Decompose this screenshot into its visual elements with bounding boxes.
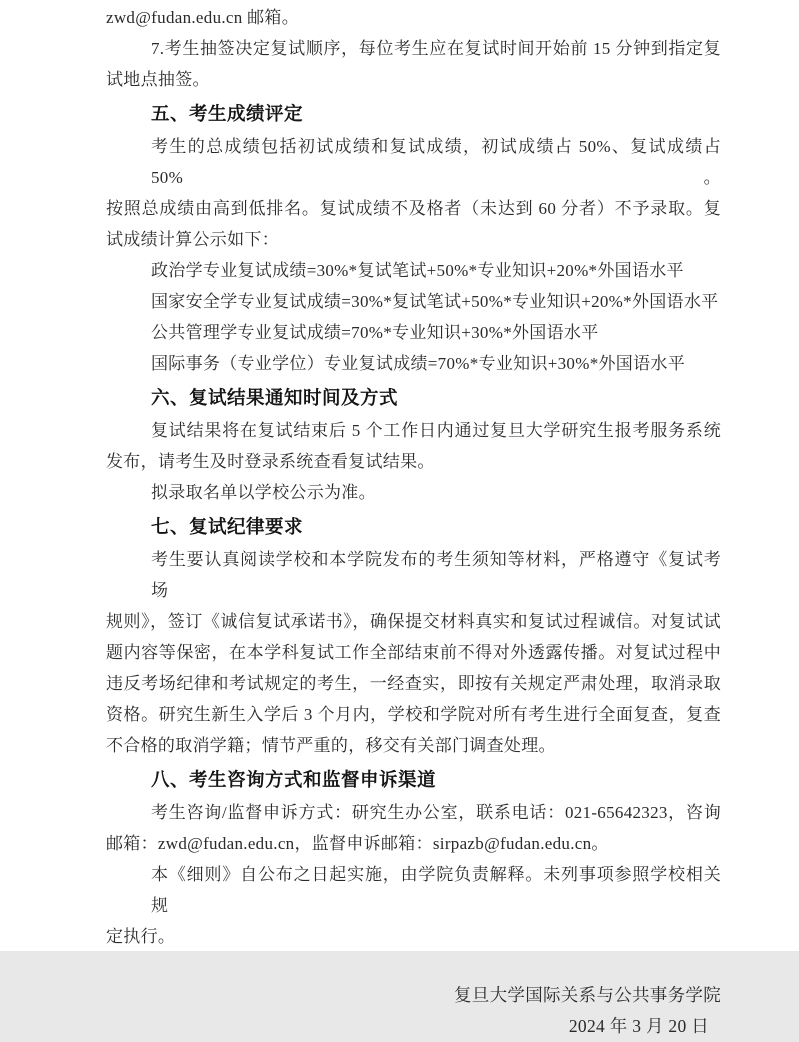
- signature-institution: 复旦大学国际关系与公共事务学院: [454, 985, 721, 1005]
- line-discipline-2: 规则》，签订《诚信复试承诺书》，确保提交材料真实和复试过程诚信。对复试试: [106, 612, 721, 631]
- line-discipline-3: 题内容等保密，在本学科复试工作全部结束前不得对外透露传播。对复试过程中: [106, 643, 721, 662]
- line-result-release-system: 复试结果将在复试结束后 5 个工作日内通过复旦大学研究生报考服务系统: [151, 421, 721, 440]
- line-implementation-rule: 本《细则》自公布之日起实施，由学院负责解释。未列事项参照学校相关规: [151, 865, 721, 915]
- line-formula-intro: 试成绩计算公示如下：: [106, 230, 279, 249]
- signature-date: 2024 年 3 月 20 日: [568, 1016, 709, 1036]
- line-discipline-4: 违反考场纪律和考试规定的考生，一经查实，即按有关规定严肃处理，取消录取: [106, 674, 721, 693]
- formula-national-security: 国家安全学专业复试成绩=30%*复试笔试+50%*专业知识+20%*外国语水平: [151, 292, 719, 311]
- document-content: [0, 2, 799, 952]
- heading-section-7-discipline: 七、复试纪律要求: [151, 516, 304, 537]
- line-implementation-rule-cont: 定执行。: [106, 927, 176, 946]
- line-discipline-6: 不合格的取消学籍；情节严重的，移交有关部门调查处理。: [106, 736, 556, 755]
- line-result-release-cont: 发布，请考生及时登录系统查看复试结果。: [106, 452, 435, 471]
- heading-section-5-score-evaluation: 五、考生成绩评定: [151, 103, 304, 124]
- heading-section-6-result-notification: 六、复试结果通知时间及方式: [151, 387, 399, 408]
- line-item7-draw-order: 7.考生抽签决定复试顺序，每位考生应在复试时间开始前 15 分钟到指定复: [151, 39, 721, 58]
- line-discipline-5: 资格。研究生新生入学后 3 个月内，学校和学院对所有考生进行全面复查，复查: [106, 705, 721, 724]
- signature-block: [0, 980, 799, 1042]
- line-consultation-emails: 邮箱：zwd@fudan.edu.cn，监督申诉邮箱：sirpazb@fudan.edu.cn。: [106, 834, 609, 853]
- line-admission-list-notice: 拟录取名单以学校公示为准。: [151, 483, 376, 502]
- line-item7-draw-order-cont: 试地点抽签。: [106, 70, 210, 89]
- line-discipline-1: 考生要认真阅读学校和本学院发布的考生须知等材料，严格遵守《复试考场: [151, 550, 721, 600]
- line-email-continuation: zwd@fudan.edu.cn 邮箱。: [106, 8, 300, 27]
- line-consultation-contact: 考生咨询/监督申诉方式：研究生办公室，联系电话：021-65642323，咨询: [151, 803, 721, 822]
- heading-section-8-consultation: 八、考生咨询方式和监督申诉渠道: [151, 769, 437, 790]
- formula-international-affairs: 国际事务（专业学位）专业复试成绩=70%*专业知识+30%*外国语水平: [151, 354, 685, 373]
- line-total-score-weights: 考生的总成绩包括初试成绩和复试成绩，初试成绩占 50%、复试成绩占 50%。: [151, 137, 721, 187]
- formula-political-science: 政治学专业复试成绩=30%*复试笔试+50%*专业知识+20%*外国语水平: [151, 261, 684, 280]
- line-ranking-pass-rule: 按照总成绩由高到低排名。复试成绩不及格者（未达到 60 分者）不予录取。复: [106, 199, 721, 218]
- formula-public-administration: 公共管理学专业复试成绩=70%*专业知识+30%*外国语水平: [151, 323, 599, 342]
